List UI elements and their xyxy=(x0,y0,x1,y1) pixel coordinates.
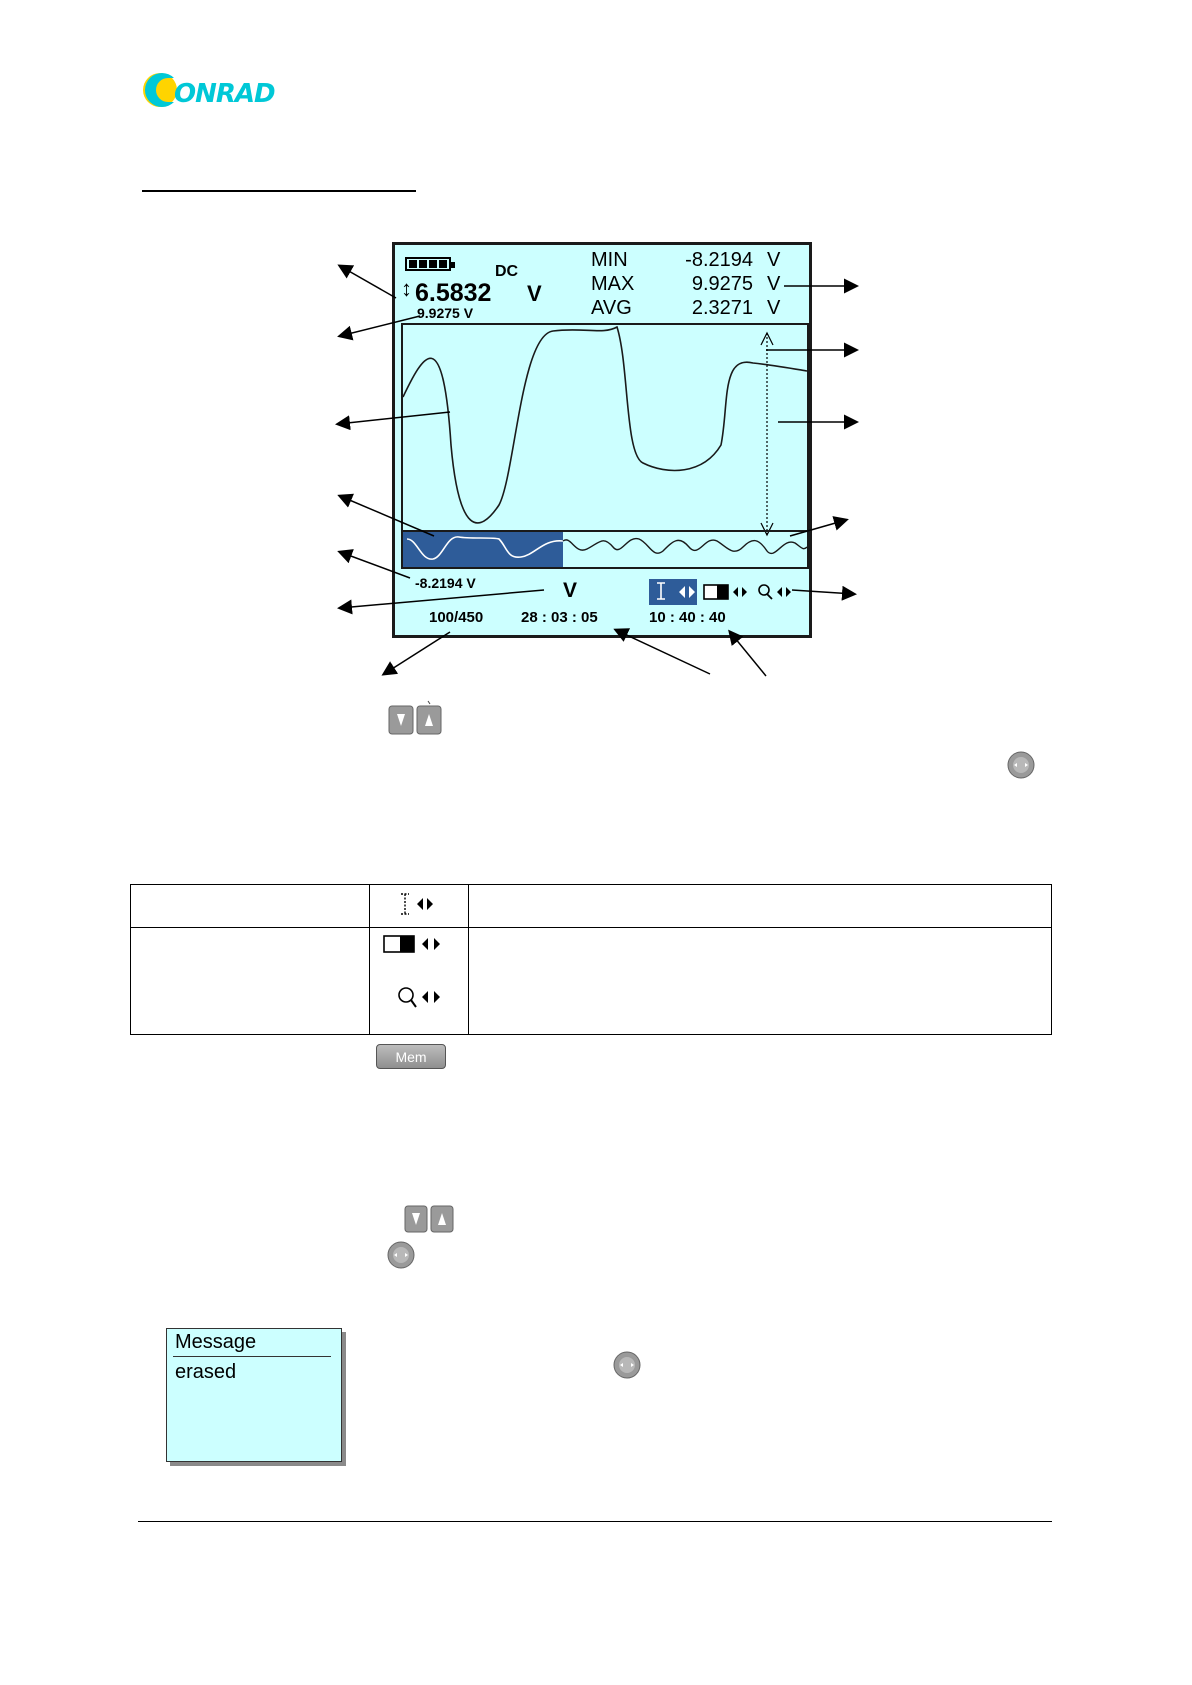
stat-min-unit: V xyxy=(767,249,781,271)
table-row xyxy=(131,885,1052,928)
stat-min-value: -8.2194 xyxy=(685,249,753,271)
unit-label: V xyxy=(563,579,578,602)
table-cell xyxy=(469,885,1052,928)
record-counter: 100/450 xyxy=(429,609,484,626)
enter-key-icon xyxy=(386,1240,416,1270)
main-unit: V xyxy=(527,281,542,306)
window-icon xyxy=(382,932,446,958)
message-title: Message xyxy=(175,1331,257,1353)
callout-arrows xyxy=(330,256,860,680)
section-heading-underline xyxy=(142,190,416,192)
scale-top-value: 9.9275 V xyxy=(417,305,474,321)
svg-text:ONRAD: ONRAD xyxy=(174,79,275,109)
main-reading: 6.5832 xyxy=(415,279,492,307)
table-cell xyxy=(370,885,469,928)
magnifier-icon xyxy=(396,984,448,1012)
up-down-keys-icon xyxy=(404,1200,462,1236)
message-body: erased xyxy=(175,1361,237,1383)
up-down-arrow-icon: ↕ xyxy=(401,276,412,301)
stat-min-label: MIN xyxy=(591,249,628,271)
table-cell xyxy=(131,928,370,1035)
scale-bottom-value: -8.2194 V xyxy=(415,575,476,591)
table-cell xyxy=(370,928,469,1035)
cursor-icon xyxy=(395,890,443,918)
message-divider xyxy=(173,1356,331,1357)
message-dialog xyxy=(166,1328,342,1462)
conrad-logo xyxy=(140,68,290,110)
enter-key-icon xyxy=(1006,750,1036,780)
footer-rule xyxy=(138,1521,1052,1522)
elapsed-time: 28 : 03 : 05 xyxy=(521,609,598,626)
table-row xyxy=(131,928,1052,1035)
stat-max-unit: V xyxy=(767,273,781,295)
stat-avg-label: AVG xyxy=(591,297,632,319)
stat-max-value: 9.9275 xyxy=(691,273,753,295)
clock-time: 10 : 40 : 40 xyxy=(649,609,726,626)
table-cell xyxy=(469,928,1052,1035)
mem-button-icon: Mem xyxy=(376,1044,446,1069)
stat-avg-unit: V xyxy=(767,297,781,319)
table-cell xyxy=(131,885,370,928)
function-table xyxy=(130,884,1052,1035)
mode-label: DC xyxy=(495,263,519,280)
up-down-keys-icon xyxy=(388,700,446,736)
stat-max-label: MAX xyxy=(591,273,635,295)
enter-key-icon xyxy=(612,1350,642,1380)
stat-avg-value: 2.3271 xyxy=(691,297,753,319)
